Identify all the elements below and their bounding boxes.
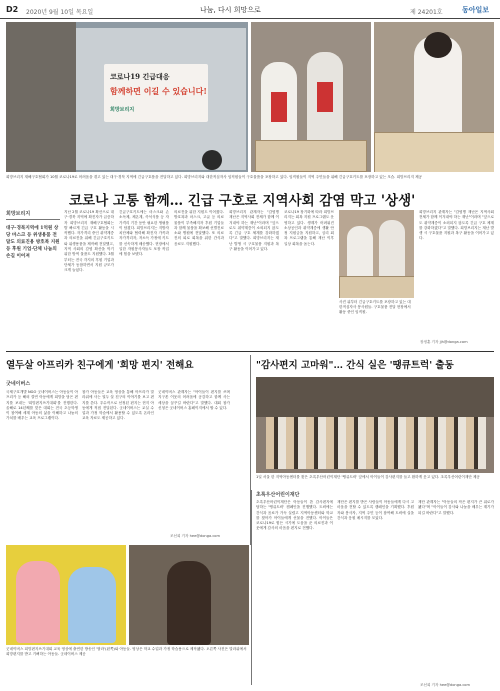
section-divider <box>6 351 494 352</box>
issue-number: 제 24201호 <box>410 9 443 16</box>
column-divider <box>251 490 252 685</box>
story3-column-1: 초록우산어린이재단은 아동들이 쓴 감사편지에 답하는 '땡큐트럭' 캠페인을 진행했다. 트럭에는 간식과 음료가 가득 실렸고 지역아동센터와 학교를 찾아가 아이들에게 선물을 전했다. 아이들은 코로나19로 힘든 시기에 도움을 준 의료진과 이웃에게 감사의 마음을 편지로 전했다. <box>256 500 333 531</box>
relief-box <box>374 132 494 172</box>
story3-email: 조선희 기자 hee@donga.com <box>420 683 470 687</box>
truck-body <box>256 377 494 417</box>
page-header <box>0 0 500 19</box>
story2-email: 조선희 기자 hee@donga.com <box>170 534 220 538</box>
story1-column-6: 희망브리지 관계자는 "감염병 재난은 지역사회 전체가 함께 이겨내야 하는 재난"이라며 "앞으로도 취약계층이 소외되지 않도록 긴급 구호 체계를 강화하겠다"고 말했다. 희망브리지는 재난 발생 시 구호물품 지원과 복구 활동을 이어가고 있다. <box>419 210 494 241</box>
child-figure <box>16 561 60 643</box>
packing-photo <box>374 22 494 172</box>
relief-box <box>339 276 414 298</box>
page-number: D2 <box>6 5 19 14</box>
story1-column-1: 지난 2월 코로나19 확산으로 대구·경북 지역에 확진자가 급증하자 희망브리지 재해구호협회는 발 빠르게 긴급 구호 활동을 시작했다. 자가격리 중인 취약계층과 의료진을 위해 긴급구호키트와 위생용품을 제작해 전달했고, 지역 사회의 감염 확산을 막기 위한 방역 물품도 지원했다. 3월부터는 전국 각지의 후원 기업과 단체가 동참하면서 지원 규모가 크게 늘었다. <box>64 210 114 273</box>
issue-date: 2020년 9월 10일 목요일 <box>26 9 94 16</box>
story2-column-1: 국제구호개발 NGO 굿네이버스는 아동들이 아프리카 등 해외 결연 아동에게 희망을 담은 편지를 보내는 '희망편지쓰기대회'를 진행한다. 올해로 14년째를 맞은 대회는 전국 초등학생이 참여해 세계 아동의 삶을 이해하고 나눔의 가치를 배우는 교육 프로그램이다. <box>6 390 78 421</box>
children-group <box>266 417 486 469</box>
relief-box <box>255 140 367 172</box>
story1-column-2: 긴급구호키트에는 마스크와 손소독제, 체온계, 즉석식품 등 자가격리 기간 동안 필요한 생필품이 담겼다. 희망브리지는 지방자치단체와 협력해 확진자 가족과 자가격리자, 저소득 가정에 키트를 신속하게 배송했다. 현장에서 일한 자원봉사자들도 포장 작업에 힘을 보탰다. <box>119 210 169 257</box>
truck-wheel-icon <box>202 150 222 170</box>
kids-photo <box>6 545 126 645</box>
side-photo <box>339 210 414 298</box>
africa-child-photo <box>129 545 249 645</box>
truck-banner-line1: 코로나19 긴급대응 <box>110 72 170 81</box>
story3-column-2: 재단은 편지를 받은 사람들이 아동들에게 다시 고마움을 전할 수 있도록 캠페인을 기획했다. 후원자와 봉사자, 지역 주민 등이 참여해 트럭에 실을 간식과 응원 메시지를 모았다. <box>337 500 414 520</box>
truck-banner-line2: 함께하면 이길 수 있습니다! <box>110 86 207 96</box>
byline-divider <box>6 219 60 220</box>
truck-stack <box>6 22 76 172</box>
story3-byline: 초록우산어린이재단 <box>256 492 300 498</box>
child-figure <box>167 561 211 645</box>
newspaper-logo: 동아일보 <box>462 6 490 14</box>
worker-hair <box>424 32 452 58</box>
story2-byline: 굿네이버스 <box>6 381 31 387</box>
child-figure <box>68 567 116 643</box>
bottom-caption: 굿네이버스 희망편지쓰기대회 교육 영상에 출연한 방송인 '딸라'(왼쪽)와 아동들. 영상은 학교 수업과 가정 학습용으로 제작됐다. 오른쪽 사진은 말라위에서 희망편지를 받고 기뻐하는 아동들. 굿네이버스 제공 <box>6 647 247 656</box>
truck-banner <box>104 64 208 122</box>
volunteer-vest <box>317 82 333 112</box>
side-photo-caption: 사진 위부터 긴급구호키트를 포장하고 있는 대한적십자사 봉사원들. 구호물품 전달 현장에서 활동 중인 임직원. <box>339 300 411 314</box>
thank-you-truck-photo <box>256 377 494 473</box>
truck-logo-text: 희망브리지 <box>110 107 135 113</box>
section-title: 나눔, 다시 희망으로 <box>200 6 261 14</box>
story1-dek: 대구·경북지역에 1억원 상당 마스크 등 위생용품 전달도 의료진용 방호복 지원 등 후원 기업·단체 나눔의 손길 이어져 <box>6 226 60 259</box>
story3-photo-caption: 1일 서울 한 지역아동센터를 찾은 초록우산어린이재단 '땡큐트럭' 앞에서 아이들이 감사편지를 들고 환하게 웃고 있다. 초록우산어린이재단 제공 <box>256 475 480 479</box>
story1-column-4: 희망브리지 관계자는 "감염병 재난은 지역사회 전체가 함께 이겨내야 하는 재난"이라며 "앞으로도 취약계층이 소외되지 않도록 긴급 구호 체계를 강화하겠다"고 말했다. 희망브리지는 재난 발생 시 구호물품 지원과 복구 활동을 이어가고 있다. <box>229 210 279 252</box>
story2-headline: 열두살 아프리카 친구에게 '희망 편지' 전해요 <box>6 360 194 371</box>
truck-photo <box>6 22 248 172</box>
story1-headline: 코로나 고통 함께… 긴급 구호로 지역사회 감염 막고 '상생' <box>69 193 416 209</box>
story1-email: 장정훈 기자 jjh@donga.com <box>420 340 468 344</box>
story1-column-3: 의료진을 위한 지원도 이어졌다. 방호복과 마스크, 고글 등 의료 물품이 부족해지자 후원 기업들과 함께 물품을 확보해 선별진료소와 병원에 전달했다. 또 의료진의 피로 회복을 위한 간식과 음료도 지원했다. <box>174 210 224 246</box>
story1-byline: 희망브리지 <box>6 211 31 217</box>
story2-column-3: 굿네이버스 관계자는 "아이들이 편지를 쓰며 지구촌 이웃의 어려움에 공감하고 함께 사는 세상을 꿈꾸길 바란다"고 말했다. 대회 참가 신청은 굿네이버스 홈페이지에서 할 수 있다. <box>158 390 230 410</box>
volunteer-vest <box>271 92 287 122</box>
volunteers-photo <box>251 22 371 172</box>
story1-column-5: 코로나19 장기화에 따라 희망브리지는 회복 지원 프로그램도 운영하고 있다. 생계가 어려워진 소상공인과 취약계층에 생활 안정 지원금을 지원하고, 심리 회복 프로그램을 통해 재난 이후 일상 회복을 돕는다. <box>284 210 334 246</box>
story3-column-3: 재단 관계자는 "아동들의 작은 편지가 큰 위로가 됐다"며 "아이들이 감사와 나눔을 배우는 계기가 되길 바란다"고 말했다. <box>418 500 494 515</box>
story3-headline: "감사편지 고마워"… 간식 실은 '땡큐트럭' 출동 <box>256 360 454 371</box>
story1-photo-caption: 희망브리지 재해구호협회가 10월 코로나19로 어려움을 겪고 있는 대구·경북 지역에 긴급구호품을 전달하고 있다. 희망브리지와 대한적십자사 임직원들이 구호물품을 포장하고 있다. 임직원들이 지역 주민들을 위해 긴급구호키트를 포장하고 있는 모습. 희망브리지 제공 <box>6 175 423 179</box>
story2-column-2: 참가 아동들은 교육 영상을 통해 아프리카 말라위에 사는 열두 살 친구의 이야기를 보고 편지를 쓴다. 우수작으로 선정된 편지는 현지 아동에게 직접 전달된다. 굿네이버스는 교실 수업과 가정 학습에서 활용할 수 있도록 온라인 교육 자료도 제공하고 있다. <box>82 390 154 421</box>
